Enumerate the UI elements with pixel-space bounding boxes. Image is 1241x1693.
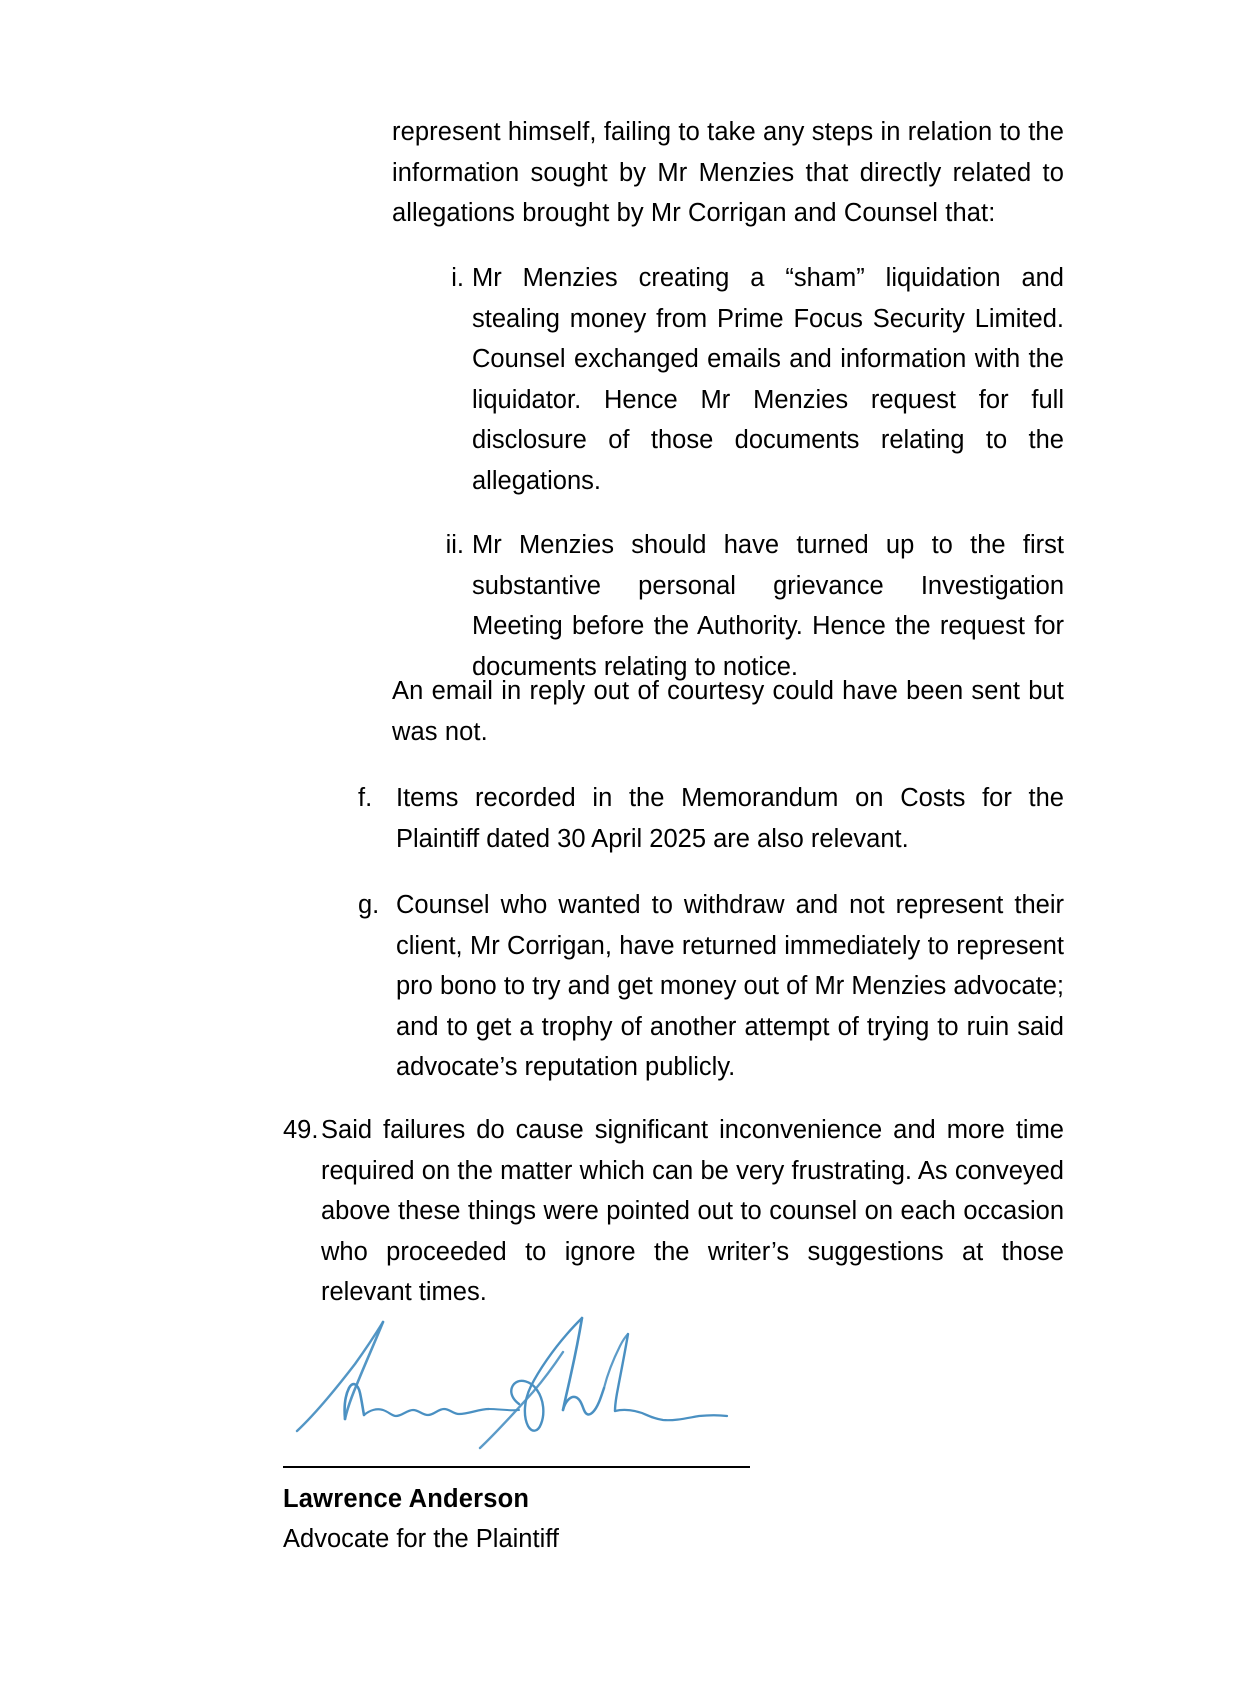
roman-numeral-list (438, 258, 1064, 687)
signature-divider (283, 1466, 750, 1468)
continuation-paragraph: represent himself, failing to take any steps in relation to the information sought by Mr Menzies that directly related to allegations brought by Mr Corrigan and Counsel that: (392, 118, 1064, 227)
list-item (358, 885, 1064, 1088)
paragraph-text: Said failures do cause significant inconvenience and more time required on the matter which can be very frustrating. As conveyed above these things were pointed out to counsel on each occasion who proceeded to ignore the writer’s suggestions at those relevant times. (321, 1116, 1064, 1306)
signature-icon (283, 1298, 753, 1458)
signer-role: Advocate for the Plaintiff (283, 1525, 559, 1553)
roman-item-text: Mr Menzies creating a “sham” liquidation and stealing money from Prime Focus Security Limited. Counsel exchanged emails and information with the liquidator. Hence Mr Menzies request for full disclosure of those documents relating to the allegations. (472, 264, 1064, 495)
list-item (438, 258, 1064, 501)
list-item (358, 778, 1064, 859)
roman-marker: i. (451, 264, 464, 292)
roman-item-text: Mr Menzies should have turned up to the first substantive personal grievance Investigation Meeting before the Authority. Hence the request for documents relating to notice. (472, 531, 1064, 681)
signer-name: Lawrence Anderson (283, 1485, 530, 1513)
trailing-paragraph: An email in reply out of courtesy could have been sent but was not. (392, 677, 1064, 746)
list-item (438, 525, 1064, 687)
letter-item-text: Items recorded in the Memorandum on Costs for the Plaintiff dated 30 April 2025 are also relevant. (396, 784, 1064, 853)
list-item (283, 1110, 1064, 1313)
signature-image (283, 1298, 753, 1458)
letter-marker: g. (358, 891, 380, 919)
paragraph-number: 49. (283, 1116, 319, 1144)
numbered-paragraph (283, 1110, 1064, 1313)
letter-marker: f. (358, 784, 373, 812)
letter-item-text: Counsel who wanted to withdraw and not represent their client, Mr Corrigan, have returned immediately to represent pro bono to try and get money out of Mr Menzies advocate; and to get a trophy of another attempt of trying to ruin said advocate’s reputation publicly. (396, 891, 1064, 1081)
lettered-list (358, 778, 1064, 1088)
roman-marker: ii. (445, 531, 464, 559)
